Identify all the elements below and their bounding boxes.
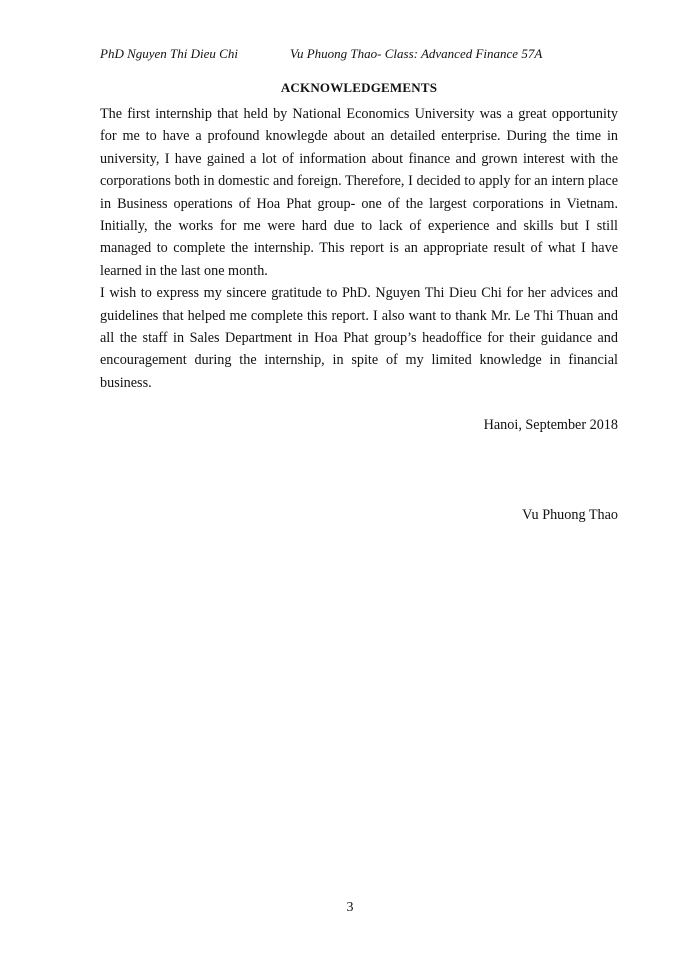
page-title: ACKNOWLEDGEMENTS — [280, 80, 438, 95]
header-student-class: Vu Phuong Thao- Class: Advanced Finance 57A — [290, 46, 543, 61]
paragraph-1: The first internship that held by National Economics University was a great opportunity for me to have a profound knowlegde about an detailed enterprise. During the time in university, I have gained a lot of information about finance and grown interest with the corporations both in domestic and foreign. Therefore, I decided to apply for an intern place in Business operations of Hoa Phat group- one of the largest corporations in Vietnam. Initially, the works for me were hard due to lack of experience and skills but I still managed to complete the internship. This report is an appropriate result of what I have learned in the last one month. — [100, 106, 618, 279]
header-supervisor: PhD Nguyen Thi Dieu Chi — [100, 46, 238, 61]
page-number: 3 — [346, 900, 354, 915]
signature-name: Vu Phuong Thao — [522, 507, 618, 523]
place-date: Hanoi, September 2018 — [483, 417, 618, 433]
paragraph-2: I wish to express my sincere gratitude to PhD. Nguyen Thi Dieu Chi for her advices and guidelines that helped me complete this report. I also want to thank Mr. Le Thi Thuan and all the staff in Sales Department in Hoa Phat group’s headoffice for their guidance and encouragement during the internship, in spite of my limited knowledge in financial business. — [100, 285, 618, 391]
acknowledgements-body — [100, 103, 618, 394]
